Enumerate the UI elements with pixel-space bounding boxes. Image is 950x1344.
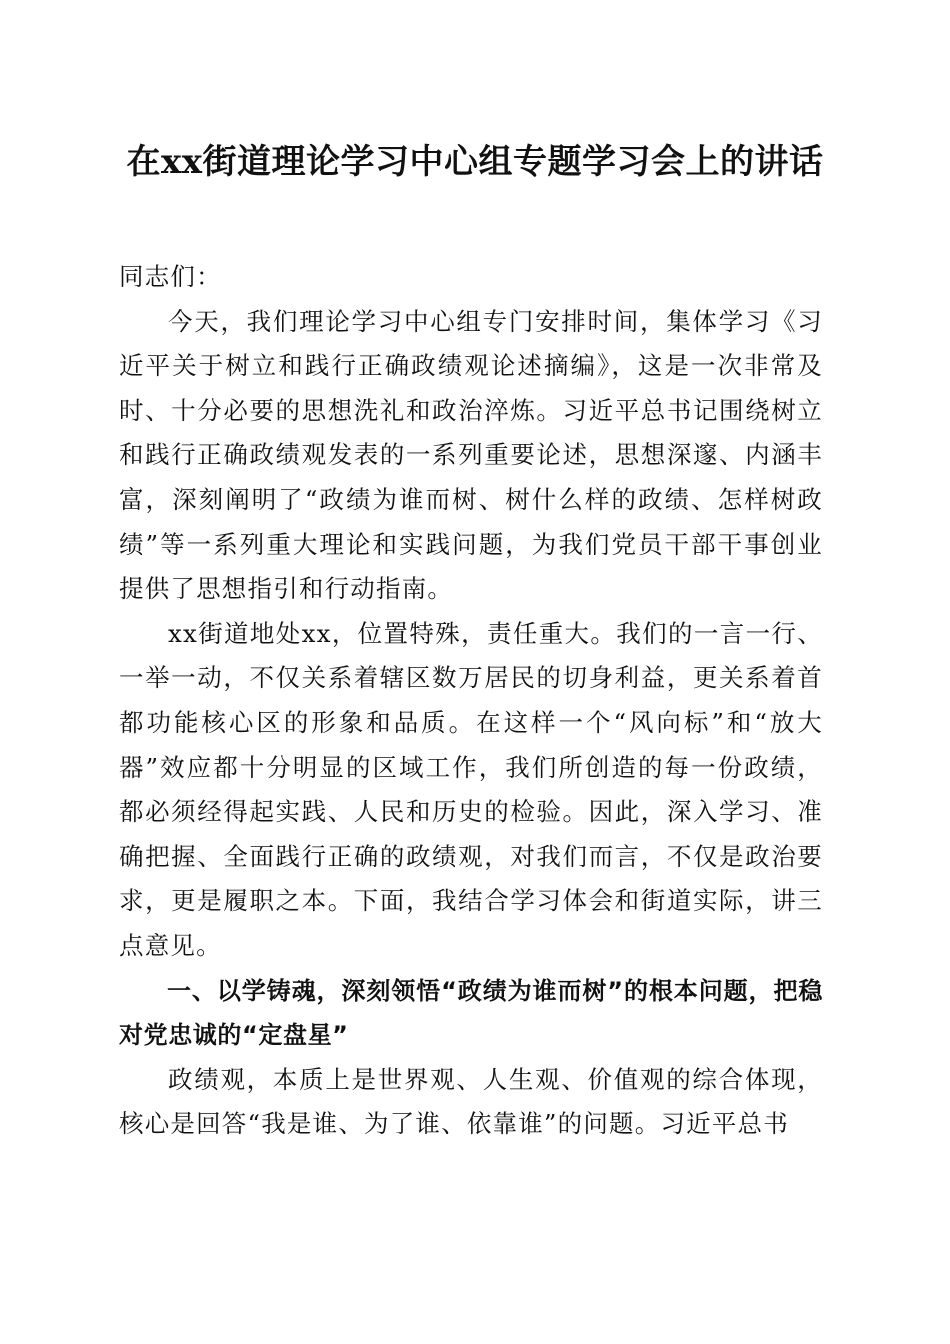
- section-heading-1: 一、以学铸魂，深刻领悟“政绩为谁而树”的根本问题，把稳对党忠诚的“定盘星”: [119, 976, 823, 1050]
- salutation: 同志们：: [119, 262, 222, 291]
- paragraph-context: xx街道地处xx，位置特殊，责任重大。我们的一言一行、一举一动，不仅关系着辖区数万居民的切身利益，更关系着首都功能核心区的形象和品质。在这样一个“风向标”和“放大器”效应都十分明显的区域工作，我们所创造的每一份政绩，都必须经得起实践、人民和历史的检验。因此，深入学习、准确把握、全面践行正确的政绩观，对我们而言，不仅是政治要求，更是履职之本。下面，我结合学习体会和街道实际，讲三点意见。: [119, 618, 823, 960]
- paragraph-section-1: 政绩观，本质上是世界观、人生观、价值观的综合体现，核心是回答“我是谁、为了谁、依靠谁”的问题。习近平总书: [119, 1064, 823, 1139]
- document-body: [119, 255, 823, 1147]
- paragraph-intro: 今天，我们理论学习中心组专门安排时间，集体学习《习近平关于树立和践行正确政绩观论述摘编》，这是一次非常及时、十分必要的思想洗礼和政治淬炼。习近平总书记围绕树立和践行正确政绩观发表的一系列重要论述，思想深邃、内涵丰富，深刻阐明了“政绩为谁而树、树什么样的政绩、怎样树政绩”等一系列重大理论和实践问题，为我们党员干部干事创业提供了思想指引和行动指南。: [119, 306, 823, 604]
- document-title: 在xx街道理论学习中心组专题学习会上的讲话: [126, 142, 824, 182]
